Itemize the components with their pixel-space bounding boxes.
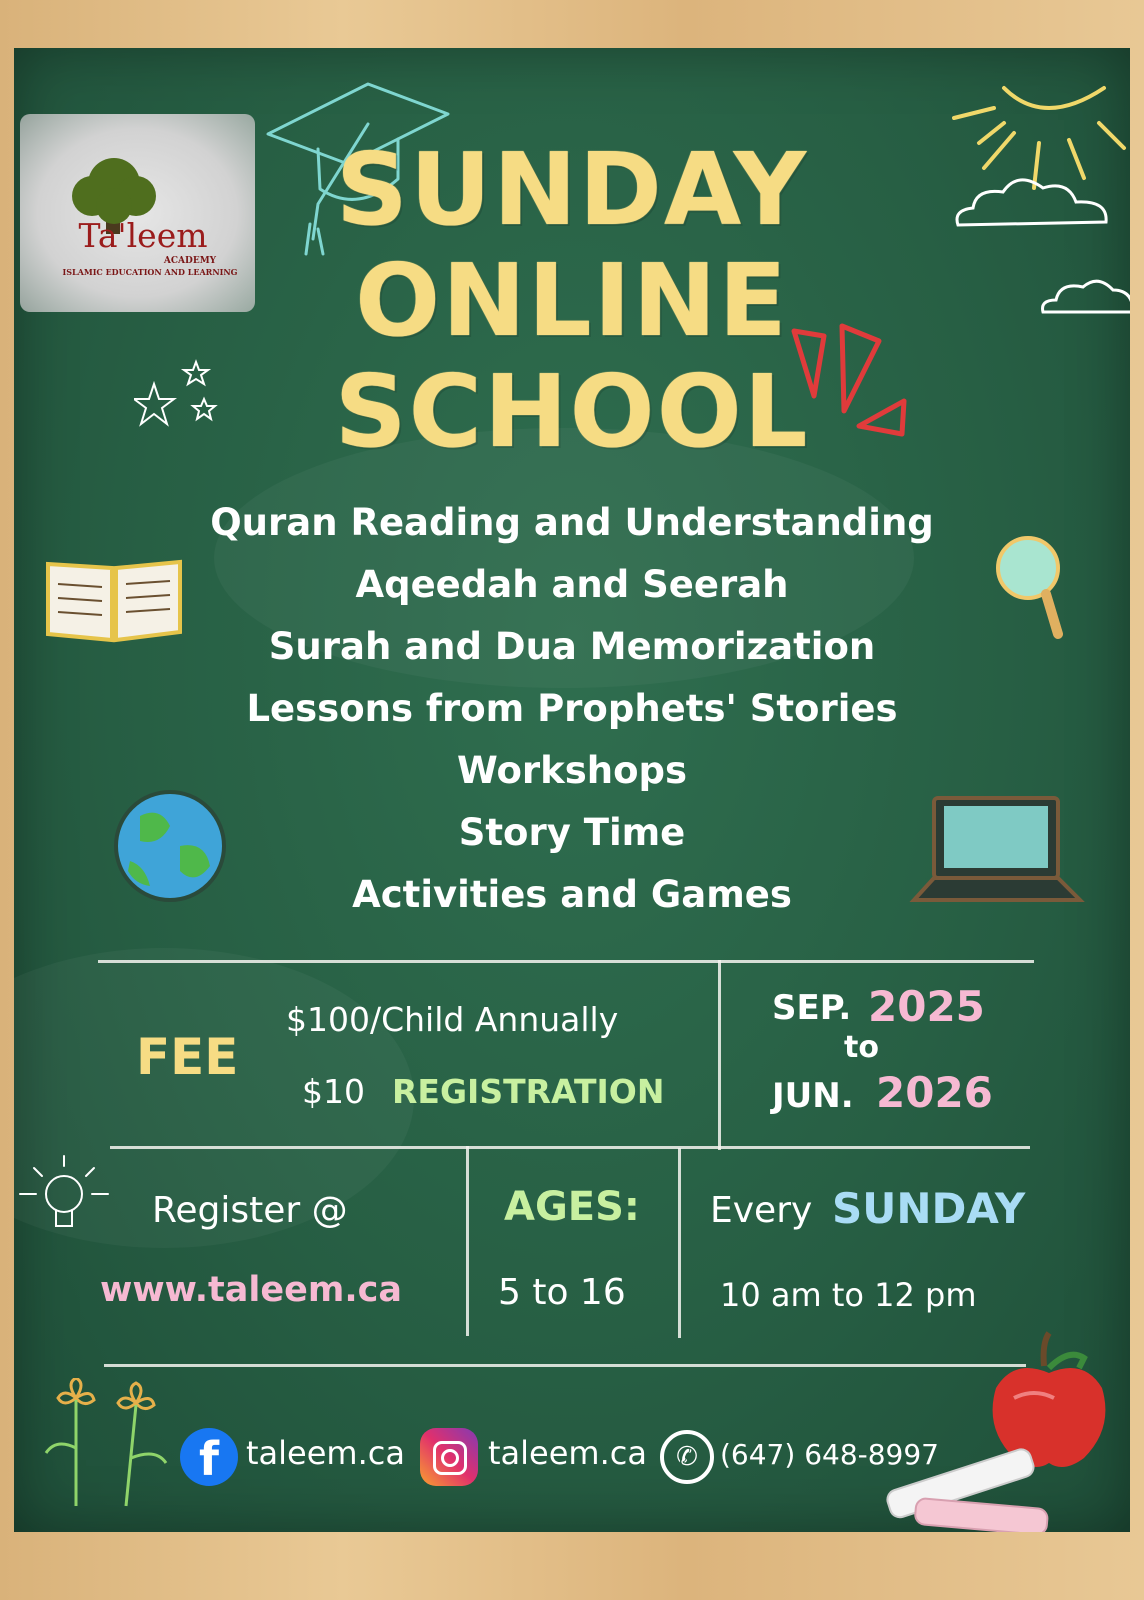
divider-line bbox=[104, 1364, 1026, 1367]
date-start-month: SEP. bbox=[772, 988, 852, 1028]
chalk-sticks-icon bbox=[864, 1428, 1064, 1532]
schedule-time: 10 am to 12 pm bbox=[720, 1276, 977, 1314]
date-end-month: JUN. bbox=[772, 1076, 854, 1116]
title-line-1: SUNDAY bbox=[335, 131, 809, 248]
fee-reg-amount: $10 bbox=[302, 1072, 365, 1111]
date-start-year: 2025 bbox=[868, 982, 985, 1031]
fee-reg-label: REGISTRATION bbox=[392, 1072, 665, 1111]
register-url[interactable]: www.taleem.ca bbox=[100, 1270, 403, 1310]
title-line-3: SCHOOL bbox=[334, 353, 810, 470]
ages-range: 5 to 16 bbox=[498, 1272, 626, 1313]
divider-line bbox=[98, 960, 1034, 963]
logo-name: Ta'leem bbox=[78, 216, 208, 255]
logo-tagline: ISLAMIC EDUCATION AND LEARNING bbox=[62, 267, 238, 277]
phone-number[interactable]: (647) 648-8997 bbox=[720, 1438, 939, 1471]
divider-line bbox=[718, 960, 721, 1150]
chalkboard bbox=[14, 48, 1130, 1532]
subject-item: Activities and Games bbox=[352, 873, 792, 916]
subject-item: Workshops bbox=[456, 749, 688, 792]
ages-label: AGES: bbox=[504, 1184, 640, 1230]
subject-item: Aqeedah and Seerah bbox=[355, 563, 789, 606]
divider-line bbox=[678, 1148, 681, 1338]
subject-item: Surah and Dua Memorization bbox=[268, 625, 876, 668]
fee-annual: $100/Child Annually bbox=[286, 1000, 619, 1039]
divider-line bbox=[110, 1146, 1030, 1149]
facebook-icon[interactable]: f bbox=[180, 1428, 238, 1486]
subject-item: Story Time bbox=[458, 811, 686, 854]
register-label: Register @ bbox=[152, 1190, 348, 1231]
subject-item: Quran Reading and Understanding bbox=[210, 501, 934, 544]
title-line-2: ONLINE bbox=[355, 242, 789, 359]
whatsapp-icon[interactable]: ✆ bbox=[660, 1430, 714, 1484]
date-end-year: 2026 bbox=[876, 1068, 993, 1117]
schedule-day: SUNDAY bbox=[832, 1184, 1026, 1233]
date-to: to bbox=[844, 1030, 879, 1065]
instagram-icon[interactable] bbox=[420, 1428, 478, 1486]
flowers-icon bbox=[36, 1378, 186, 1508]
fee-label: FEE bbox=[136, 1028, 239, 1086]
facebook-handle[interactable]: taleem.ca bbox=[246, 1434, 405, 1472]
logo-sub: ACADEMY bbox=[163, 256, 217, 266]
schedule-prefix: Every bbox=[710, 1190, 813, 1231]
subject-item: Lessons from Prophets' Stories bbox=[246, 687, 898, 730]
instagram-handle[interactable]: taleem.ca bbox=[488, 1434, 647, 1472]
lightbulb-icon bbox=[14, 1152, 114, 1248]
divider-line bbox=[466, 1146, 469, 1336]
